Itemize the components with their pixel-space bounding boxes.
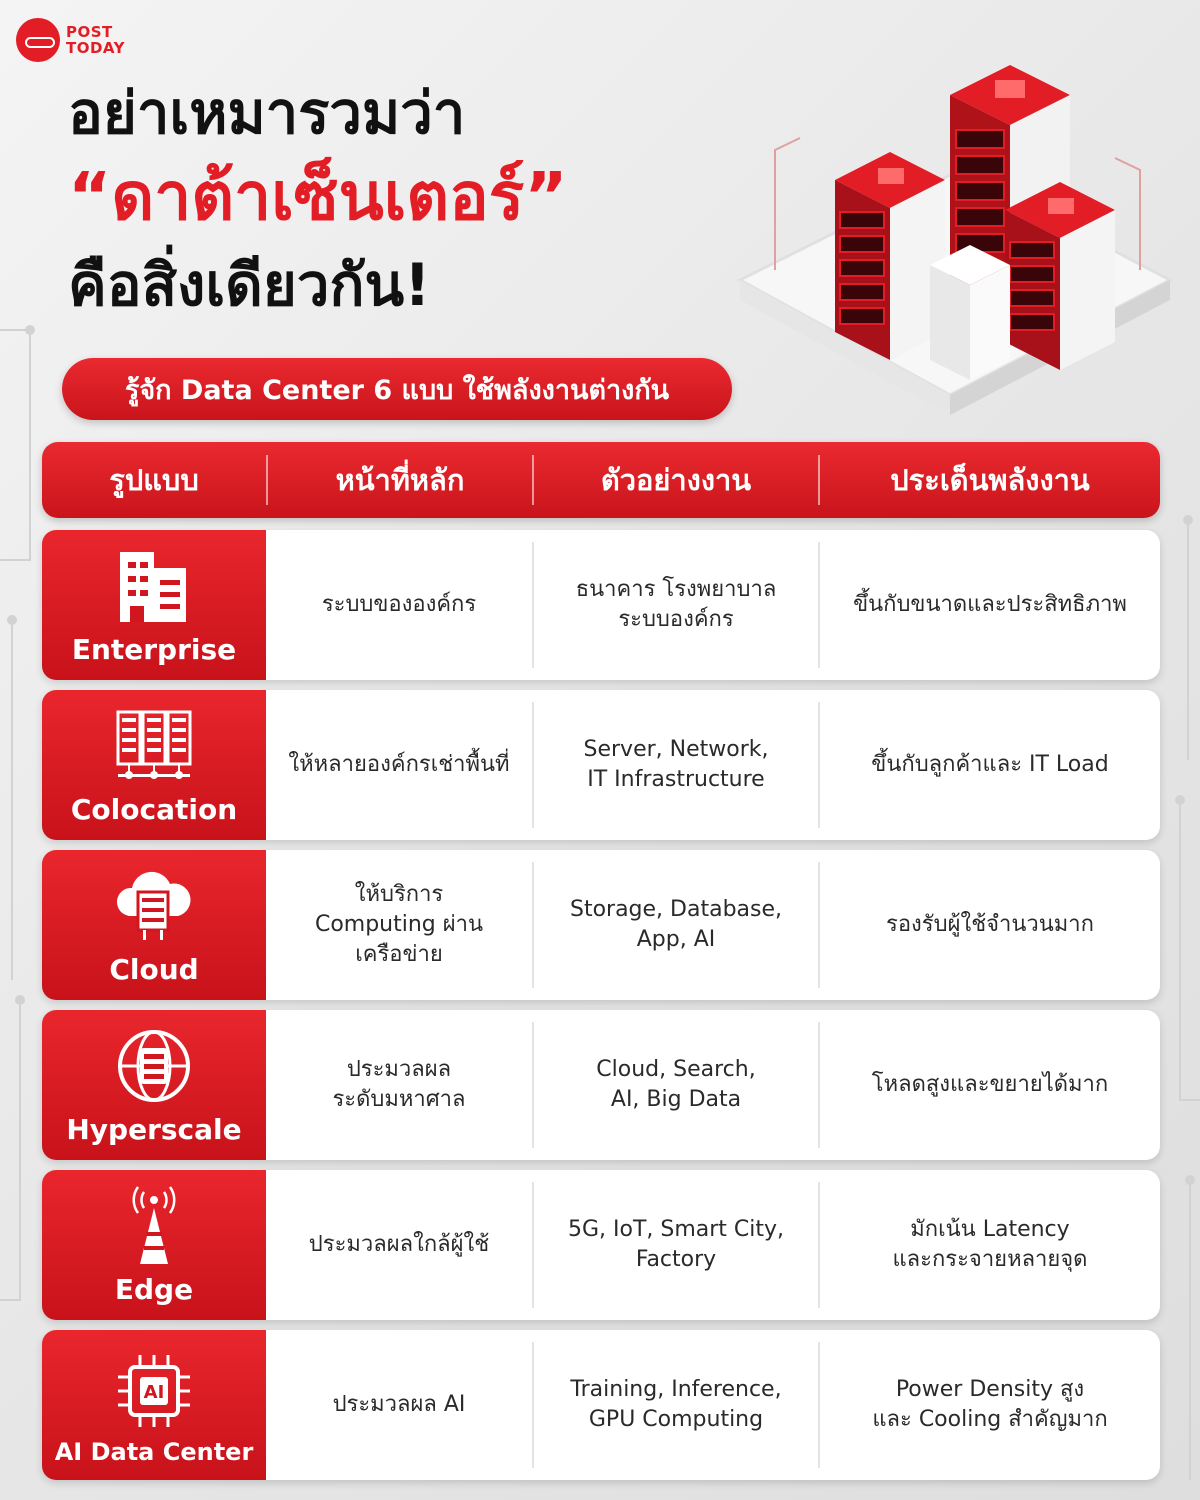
header-energy-issue: ประเด็นพลังงาน — [818, 455, 1160, 505]
cell-examples: Storage, Database, App, AI — [569, 897, 783, 952]
cell-examples: ธนาคาร โรงพยาบาล ระบบองค์กร — [575, 577, 777, 632]
data-center-servers-illustration — [730, 30, 1180, 450]
page-title — [68, 78, 748, 324]
cell-energy: ขึ้นกับขนาดและประสิทธิภาพ — [853, 592, 1127, 617]
subtitle-banner: รู้จัก Data Center 6 แบบ ใช้พลังงานต่างกัน — [62, 358, 732, 420]
cell-examples: Training, Inference, GPU Computing — [570, 1377, 782, 1432]
table-row-colocation — [42, 690, 1160, 840]
logo-text — [66, 24, 125, 56]
header-main-role: หน้าที่หลัก — [266, 455, 532, 505]
title-line-3: คือสิ่งเดียวกัน! — [68, 251, 431, 319]
server-racks-icon — [109, 703, 199, 789]
row-name-ai-data-center: AI Data Center — [54, 1438, 254, 1466]
header-example-work: ตัวอย่างงาน — [532, 455, 818, 505]
row-name-hyperscale: Hyperscale — [66, 1113, 242, 1146]
cell-examples: 5G, IoT, Smart City, Factory — [567, 1217, 785, 1272]
table-row-hyperscale — [42, 1010, 1160, 1160]
row-label-ai-data-center — [42, 1330, 266, 1480]
cell-examples: Cloud, Search, AI, Big Data — [596, 1057, 756, 1112]
title-line-1: อย่าเหมารวมว่า — [68, 79, 466, 147]
table-row-cloud — [42, 850, 1160, 1000]
table-row-edge — [42, 1170, 1160, 1320]
cell-energy: โหลดสูงและขยายได้มาก — [871, 1072, 1109, 1097]
table-header — [42, 442, 1160, 518]
antenna-tower-icon — [109, 1183, 199, 1269]
office-building-icon — [109, 543, 199, 629]
logo-mark-icon — [16, 18, 60, 62]
table-row-enterprise — [42, 530, 1160, 680]
row-name-cloud: Cloud — [109, 953, 199, 986]
row-label-cloud — [42, 850, 266, 1000]
cell-examples: Server, Network, IT Infrastructure — [583, 737, 769, 792]
cell-role: ให้บริการ Computing ผ่าน เครือข่าย — [314, 882, 484, 967]
cell-energy: Power Density สูง และ Cooling สำคัญมาก — [872, 1377, 1108, 1432]
ai-chip-icon — [109, 1348, 199, 1434]
row-label-hyperscale — [42, 1010, 266, 1160]
logo-line-2: TODAY — [66, 39, 125, 57]
cell-energy: ขึ้นกับลูกค้าและ IT Load — [871, 752, 1109, 777]
svg-text:AI: AI — [143, 1382, 165, 1403]
row-name-edge: Edge — [114, 1273, 194, 1306]
table-row-ai-data-center — [42, 1330, 1160, 1480]
cell-role: ประมวลผล AI — [332, 1392, 466, 1417]
cell-role: ให้หลายองค์กรเช่าพื้นที่ — [288, 752, 510, 777]
row-name-colocation: Colocation — [70, 793, 238, 826]
logo-line-1: POST — [66, 23, 113, 41]
header-type: รูปแบบ — [109, 463, 199, 497]
cloud-server-icon — [109, 863, 199, 949]
cell-energy: มักเน้น Latency และกระจายหลายจุด — [892, 1217, 1088, 1272]
cell-role: ระบบขององค์กร — [321, 592, 477, 617]
cell-role: ประมวลผลใกล้ผู้ใช้ — [308, 1232, 490, 1257]
title-line-2: “ดาต้าเซ็นเตอร์” — [68, 158, 568, 235]
cell-role: ประมวลผล ระดับมหาศาล — [332, 1057, 466, 1112]
row-label-colocation — [42, 690, 266, 840]
row-name-enterprise: Enterprise — [71, 633, 237, 666]
post-today-logo — [16, 18, 125, 62]
cell-energy: รองรับผู้ใช้จำนวนมาก — [886, 912, 1094, 937]
row-label-enterprise — [42, 530, 266, 680]
row-label-edge — [42, 1170, 266, 1320]
globe-server-icon — [109, 1023, 199, 1109]
